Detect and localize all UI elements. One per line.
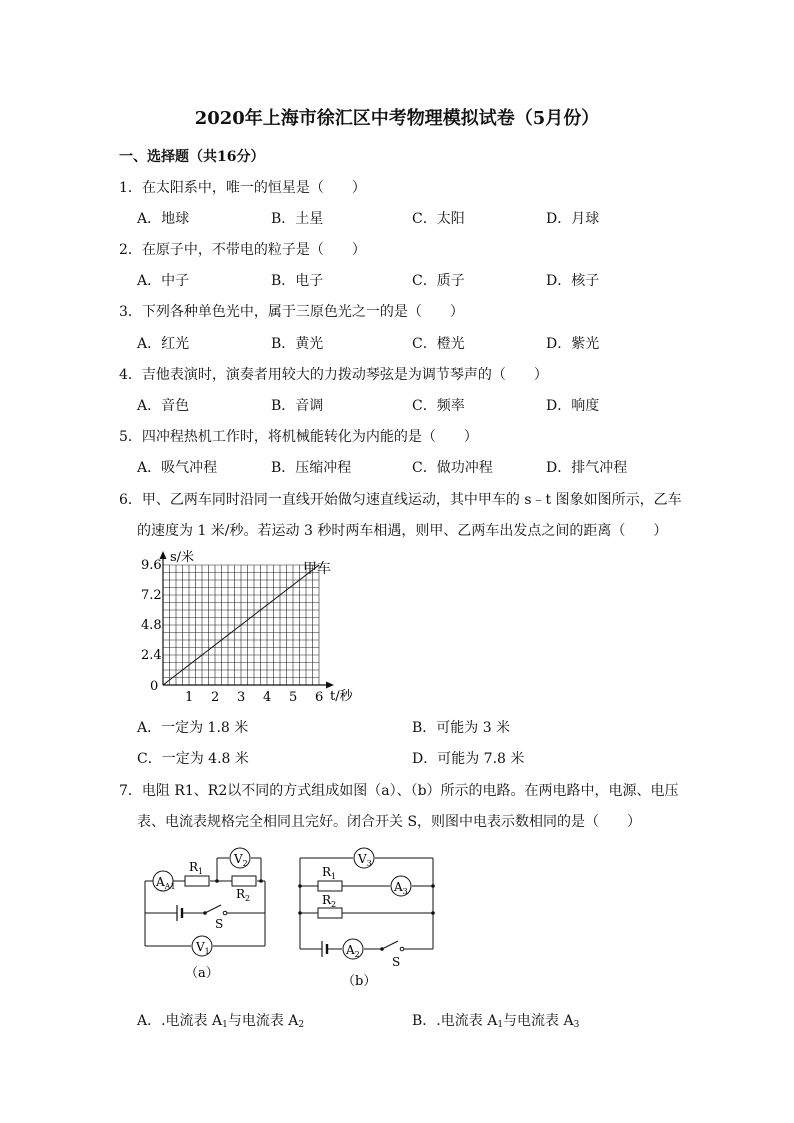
question-2-stem: 2．在原子中，不带电的粒子是（ ） [119,242,366,258]
resistor-r2-a [232,876,256,886]
junction-b-3 [431,884,435,888]
a1-label: $A_{A1}$ [156,875,176,891]
question-7-stem-line2: 表、电流表规格完全相同且完好。闭合开关 S，则图中电表示数相同的是（ ） [137,814,642,830]
v2-label: $V_2$ [234,852,248,868]
q4-option-d: D．响度 [546,398,600,414]
q7-option-b: B．.电流表 $A_1$与电流表 $A_3$ [412,1013,580,1030]
r1-label-a: $R_1$ [189,860,204,876]
q3-option-b: B．黄光 [271,336,324,352]
x-tick-label: 4 [263,690,272,705]
a2-label: $A_2$ [346,943,360,959]
q2-option-a: A．中子 [137,273,190,289]
q6-option-c: C．一定为 4.8 米 [137,751,249,767]
q1-option-c: C．太阳 [412,211,465,227]
x-tick-label: 5 [289,690,298,705]
q1-option-b: B．土星 [271,211,324,227]
q2-option-d: D．核子 [546,273,600,289]
x-tick-label: 2 [211,690,220,705]
question-7-stem-line1: 7．电阻 R1、R2以不同的方式组成如图（a）、（b）所示的电路。在两电路中，电源、电压 [119,783,679,799]
circuit-a-caption: （a） [185,966,219,981]
junction-a-1 [215,879,219,883]
switch-label-a: S [215,917,224,931]
q4-option-c: C．频率 [412,398,465,414]
x-tick-label: 6 [315,690,324,705]
q6-option-b: B．可能为 3 米 [412,720,511,736]
s-t-graph [138,545,368,710]
line-label-jia: 甲车 [303,561,331,577]
q1-option-a: A．地球 [137,211,190,227]
question-3-stem: 3．下列各种单色光中，属于三原色光之一的是（ ） [119,304,464,320]
y-tick-label: 2.4 [141,648,162,663]
resistor-r1-b [318,881,342,891]
v3-label: $V_3$ [358,852,372,868]
q5-option-a: A．吸气冲程 [137,460,218,476]
question-1-stem: 1．在太阳系中，唯一的恒星是（ ） [119,180,366,196]
x-axis-label: t/秒 [330,689,353,704]
q4-option-a: A．音色 [137,398,190,414]
switch-pivot-b [380,947,384,951]
junction-b-1 [298,884,302,888]
q6-option-d: D．可能为 7.8 米 [412,751,525,767]
y-tick-labels [141,558,162,663]
x-axis-arrow [326,682,334,689]
q7-option-a: A．.电流表 $A_1$与电流表 $A_2$ [137,1013,305,1030]
circuit-a [135,845,280,985]
q4-option-b: B．音调 [271,398,324,414]
circuit-b-caption: （b） [342,974,377,989]
resistor-r2-b [318,908,342,918]
y-tick-label: 4.8 [141,618,162,633]
y-tick-label: 7.2 [141,588,162,603]
junction-a-2 [259,879,263,883]
q6-option-a: A．一定为 1.8 米 [137,720,249,736]
q2-option-b: B．电子 [271,273,324,289]
q2-option-c: C．质子 [412,273,465,289]
circuit-b [290,845,445,990]
question-6-stem-line1: 6．甲、乙两车同时沿同一直线开始做匀速直线运动，其中甲车的 s﹣t 图象如图所示，乙车 [119,492,682,508]
paper-title: 2020年上海市徐汇区中考物理模拟试卷（5月份） [194,108,600,129]
junction-b-2 [298,911,302,915]
v1-label: $V_1$ [196,940,210,956]
q3-option-c: C．橙光 [412,336,465,352]
resistor-r1-a [185,876,209,886]
switch-contact-a [223,911,227,915]
a3-label: $A_3$ [394,880,408,896]
q5-option-c: C．做功冲程 [412,460,493,476]
y-tick-label: 9.6 [141,558,162,573]
q3-option-a: A．红光 [137,336,190,352]
switch-pivot-a [203,911,207,915]
q5-option-b: B．压缩冲程 [271,460,352,476]
x-tick-label: 3 [237,690,246,705]
section-heading: 一、选择题（共16分） [119,149,265,165]
r2-label-b: $R_2$ [322,893,337,909]
q3-option-d: D．紫光 [546,336,600,352]
origin-label: 0 [150,679,159,694]
r2-label-a: $R_2$ [236,887,251,903]
x-tick-labels [185,690,323,705]
q1-option-d: D．月球 [546,211,600,227]
x-tick-label: 1 [185,690,194,705]
switch-label-b: S [392,955,401,969]
switch-contact-b [400,947,404,951]
junction-b-4 [431,911,435,915]
r1-label-b: $R_1$ [322,865,337,881]
question-6-stem-line2: 的速度为 1 米/秒。若运动 3 秒时两车相遇，则甲、乙两车出发点之间的距离（ ） [137,523,668,539]
question-5-stem: 5．四冲程热机工作时，将机械能转化为内能的是（ ） [119,429,478,445]
question-4-stem: 4．吉他表演时，演奏者用较大的力拨动琴弦是为调节琴声的（ ） [119,367,548,383]
y-axis-label: s/米 [170,550,195,565]
q5-option-d: D．排气冲程 [546,460,628,476]
